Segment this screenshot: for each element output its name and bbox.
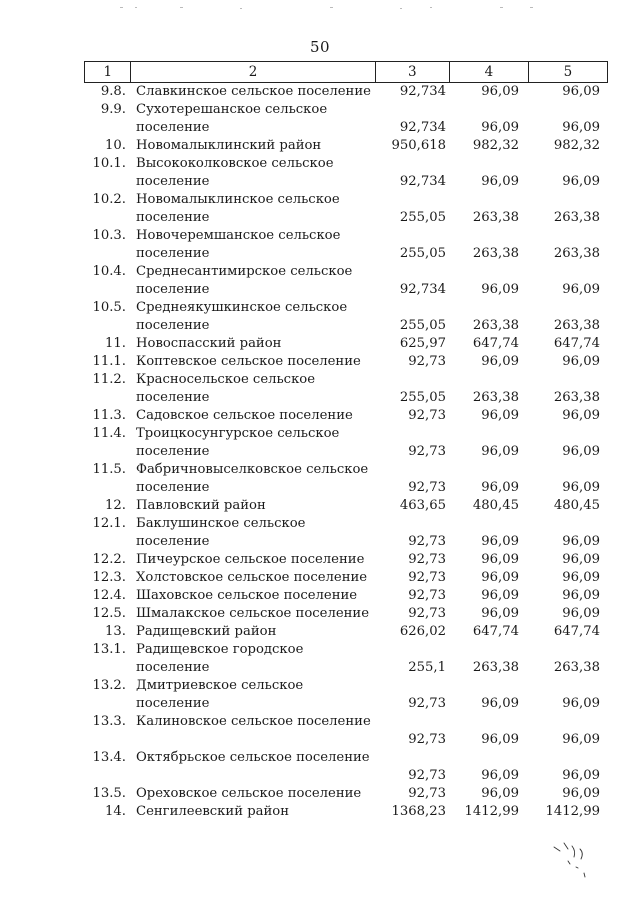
table-row	[84, 101, 608, 137]
row-value-col3: 92,73	[408, 768, 446, 783]
table-row	[84, 461, 608, 497]
row-name: Калиновское сельское поселение	[136, 714, 371, 729]
row-value-col3: 92,73	[408, 588, 446, 603]
header-col-1: 1	[85, 62, 131, 82]
row-name: Шмалакское сельское поселение	[136, 606, 370, 621]
row-value-col5: 96,09	[562, 408, 600, 423]
row-value-col5: 96,09	[562, 282, 600, 297]
row-value-col5: 647,74	[553, 624, 600, 639]
row-name: Баклушинское сельское поселение	[136, 516, 306, 549]
row-value-col3: 255,05	[399, 318, 446, 333]
table-row	[84, 137, 608, 155]
table-row	[84, 803, 608, 821]
row-value-col4: 96,09	[481, 174, 519, 189]
table-row	[84, 263, 608, 299]
row-value-col3: 255,05	[399, 210, 446, 225]
row-value-col3: 92,734	[399, 174, 446, 189]
row-value-col5: 263,38	[553, 390, 600, 405]
row-value-col5: 263,38	[553, 246, 600, 261]
row-value-col4: 96,09	[481, 84, 519, 99]
row-value-col4: 263,38	[472, 390, 519, 405]
row-value-col3: 92,73	[408, 408, 446, 423]
table-row	[84, 623, 608, 641]
row-name: Новочеремшанское сельское поселение	[136, 228, 341, 261]
row-number: 11.	[105, 336, 126, 351]
row-value-col3: 625,97	[399, 336, 446, 351]
table-header-row	[84, 61, 608, 83]
row-name: Шаховское сельское поселение	[136, 588, 358, 603]
row-value-col5: 263,38	[553, 318, 600, 333]
row-name: Октябрьское сельское поселение	[136, 750, 370, 765]
row-number: 13.2.	[92, 678, 126, 693]
row-number: 13.1.	[92, 642, 126, 657]
row-number: 10.5.	[92, 300, 126, 315]
row-value-col5: 263,38	[553, 210, 600, 225]
row-value-col3: 950,618	[391, 138, 446, 153]
row-value-col3: 92,73	[408, 354, 446, 369]
row-value-col4: 96,09	[481, 444, 519, 459]
row-name: Высококолковское сельское поселение	[136, 156, 334, 189]
row-value-col4: 96,09	[481, 570, 519, 585]
row-name: Среднеякушкинское сельское поселение	[136, 300, 348, 333]
row-value-col5: 96,09	[562, 534, 600, 549]
row-value-col3: 92,73	[408, 786, 446, 801]
row-value-col4: 263,38	[472, 246, 519, 261]
row-name: Ореховское сельское поселение	[136, 786, 362, 801]
row-number: 14.	[105, 804, 126, 819]
row-number: 12.	[105, 498, 126, 513]
row-value-col3: 92,73	[408, 552, 446, 567]
row-name: Новоспасский район	[136, 336, 282, 351]
row-value-col5: 96,09	[562, 120, 600, 135]
row-name: Холстовское сельское поселение	[136, 570, 368, 585]
row-name: Сухотерешанское сельское поселение	[136, 102, 328, 135]
row-name: Троицкосунгурское сельское поселение	[136, 426, 340, 459]
header-col-5: 5	[529, 62, 608, 82]
row-number: 10.2.	[92, 192, 126, 207]
row-number: 13.	[105, 624, 126, 639]
row-value-col5: 96,09	[562, 606, 600, 621]
row-value-col4: 263,38	[472, 318, 519, 333]
row-number: 11.5.	[92, 462, 126, 477]
row-name: Садовское сельское поселение	[136, 408, 353, 423]
row-number: 12.2.	[92, 552, 126, 567]
row-value-col3: 92,734	[399, 282, 446, 297]
table-row	[84, 749, 608, 785]
table-row	[84, 353, 608, 371]
row-name: Новомалыклинское сельское поселение	[136, 192, 340, 225]
row-value-col5: 96,09	[562, 84, 600, 99]
row-number: 12.3.	[92, 570, 126, 585]
row-number: 13.4.	[92, 750, 126, 765]
row-name: Фабричновыселковское сельское поселение	[136, 462, 369, 495]
row-value-col3: 92,73	[408, 696, 446, 711]
row-value-col5: 96,09	[562, 570, 600, 585]
row-name: Пичеурское сельское поселение	[136, 552, 365, 567]
row-value-col5: 96,09	[562, 732, 600, 747]
table-row	[84, 713, 608, 749]
row-number: 11.3.	[92, 408, 126, 423]
row-value-col4: 647,74	[472, 624, 519, 639]
row-value-col5: 480,45	[553, 498, 600, 513]
table-row	[84, 785, 608, 803]
row-value-col3: 255,05	[399, 390, 446, 405]
row-number: 12.5.	[92, 606, 126, 621]
row-value-col3: 626,02	[399, 624, 446, 639]
row-value-col5: 1412,99	[545, 804, 600, 819]
row-value-col3: 92,73	[408, 732, 446, 747]
page-number: 50	[309, 38, 331, 56]
row-value-col3: 92,73	[408, 534, 446, 549]
row-value-col5: 96,09	[562, 768, 600, 783]
row-name: Павловский район	[136, 498, 266, 513]
row-value-col4: 96,09	[481, 606, 519, 621]
row-value-col4: 263,38	[472, 210, 519, 225]
header-col-4: 4	[450, 62, 529, 82]
row-number: 10.3.	[92, 228, 126, 243]
row-number: 10.1.	[92, 156, 126, 171]
row-name: Коптевское сельское поселение	[136, 354, 361, 369]
row-value-col4: 96,09	[481, 696, 519, 711]
row-value-col5: 96,09	[562, 354, 600, 369]
table-row	[84, 515, 608, 551]
table-row	[84, 605, 608, 623]
row-name: Среднесантимирское сельское поселение	[136, 264, 353, 297]
table-body	[84, 83, 608, 821]
header-col-3: 3	[376, 62, 450, 82]
row-number: 10.4.	[92, 264, 126, 279]
row-value-col4: 96,09	[481, 354, 519, 369]
row-number: 9.9.	[100, 102, 126, 117]
row-name: Новомалыклинский район	[136, 138, 322, 153]
row-value-col4: 647,74	[472, 336, 519, 351]
row-value-col4: 96,09	[481, 768, 519, 783]
row-value-col4: 96,09	[481, 588, 519, 603]
table-row	[84, 299, 608, 335]
row-value-col4: 96,09	[481, 120, 519, 135]
row-value-col5: 982,32	[553, 138, 600, 153]
row-name: Радищевский район	[136, 624, 277, 639]
table-row	[84, 227, 608, 263]
table-row	[84, 551, 608, 569]
table-row	[84, 371, 608, 407]
row-value-col5: 96,09	[562, 174, 600, 189]
row-value-col4: 96,09	[481, 408, 519, 423]
row-value-col5: 96,09	[562, 444, 600, 459]
row-number: 13.5.	[92, 786, 126, 801]
row-number: 11.1.	[92, 354, 126, 369]
row-name: Славкинское сельское поселение	[136, 84, 371, 99]
row-number: 12.1.	[92, 516, 126, 531]
row-value-col4: 96,09	[481, 552, 519, 567]
municipal-values-table	[84, 61, 608, 821]
row-value-col5: 263,38	[553, 660, 600, 675]
row-value-col4: 96,09	[481, 786, 519, 801]
row-value-col5: 96,09	[562, 552, 600, 567]
row-value-col3: 1368,23	[391, 804, 446, 819]
row-value-col3: 92,734	[399, 84, 446, 99]
table-row	[84, 677, 608, 713]
row-number: 9.8.	[100, 84, 126, 99]
row-value-col4: 96,09	[481, 282, 519, 297]
table-row	[84, 497, 608, 515]
row-value-col4: 982,32	[472, 138, 519, 153]
row-value-col4: 96,09	[481, 732, 519, 747]
row-value-col5: 96,09	[562, 696, 600, 711]
row-value-col3: 92,73	[408, 570, 446, 585]
row-value-col4: 480,45	[472, 498, 519, 513]
row-name: Радищевское городское поселение	[136, 642, 304, 675]
row-value-col5: 647,74	[553, 336, 600, 351]
row-value-col3: 255,1	[408, 660, 446, 675]
row-number: 10.	[105, 138, 126, 153]
table-row	[84, 641, 608, 677]
row-value-col4: 96,09	[481, 534, 519, 549]
row-value-col4: 1412,99	[464, 804, 519, 819]
row-number: 11.4.	[92, 426, 126, 441]
row-value-col3: 92,734	[399, 120, 446, 135]
row-number: 11.2.	[92, 372, 126, 387]
table-row	[84, 425, 608, 461]
row-value-col3: 92,73	[408, 444, 446, 459]
row-value-col3: 463,65	[399, 498, 446, 513]
row-value-col3: 92,73	[408, 606, 446, 621]
row-name: Дмитриевское сельское поселение	[136, 678, 304, 711]
row-number: 13.3.	[92, 714, 126, 729]
table-row	[84, 335, 608, 353]
row-value-col5: 96,09	[562, 480, 600, 495]
row-number: 12.4.	[92, 588, 126, 603]
table-row	[84, 191, 608, 227]
row-value-col4: 263,38	[472, 660, 519, 675]
header-col-2: 2	[131, 62, 375, 82]
row-value-col5: 96,09	[562, 786, 600, 801]
table-row	[84, 83, 608, 101]
table-row	[84, 155, 608, 191]
row-name: Красносельское сельское поселение	[136, 372, 316, 405]
table-row	[84, 569, 608, 587]
row-value-col4: 96,09	[481, 480, 519, 495]
table-row	[84, 407, 608, 425]
row-value-col5: 96,09	[562, 588, 600, 603]
row-name: Сенгилеевский район	[136, 804, 290, 819]
scan-noise-marks	[100, 6, 560, 10]
handwritten-mark	[550, 837, 598, 883]
table-row	[84, 587, 608, 605]
row-value-col3: 255,05	[399, 246, 446, 261]
row-value-col3: 92,73	[408, 480, 446, 495]
